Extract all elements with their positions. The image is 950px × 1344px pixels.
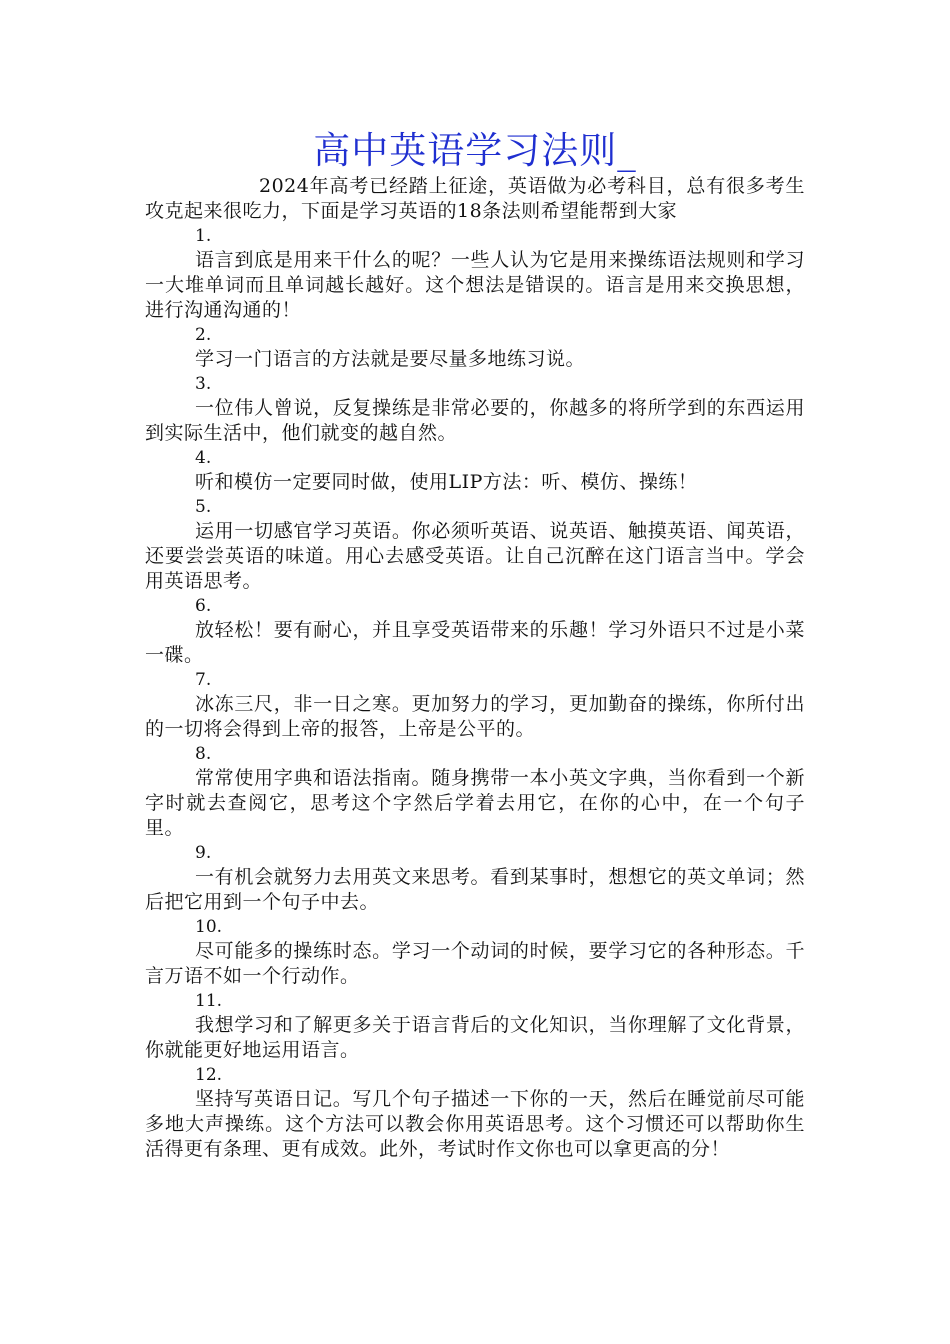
rule-number: 2. xyxy=(195,325,212,345)
rule-text: 我想学习和了解更多关于语言背后的文化知识，当你理解了文化背景，你就能更好地运用语言。 xyxy=(145,1014,805,1061)
rule-number: 9. xyxy=(195,843,212,863)
rules-list xyxy=(145,224,805,1162)
rule-text: 放轻松！要有耐心，并且享受英语带来的乐趣！学习外语只不过是小菜一碟。 xyxy=(145,619,805,666)
rule-text: 学习一门语言的方法就是要尽量多地练习说。 xyxy=(195,348,586,370)
rule-number: 1. xyxy=(195,226,212,246)
rule-number: 8. xyxy=(195,744,212,764)
rule-number: 3. xyxy=(195,374,212,394)
rule-text: 听和模仿一定要同时做，使用LIP方法：听、模仿、操练！ xyxy=(195,471,698,493)
rule-text: 尽可能多的操练时态。学习一个动词的时候，要学习它的各种形态。千言万语不如一个行动作。 xyxy=(145,940,805,987)
rule-text: 冰冻三尺，非一日之寒。更加努力的学习，更加勤奋的操练，你所付出的一切将会得到上帝的报答，上帝是公平的。 xyxy=(145,693,805,740)
document-page xyxy=(145,128,805,1162)
rule-number: 11. xyxy=(195,991,223,1011)
rule-number: 4. xyxy=(195,448,212,468)
rule-text: 坚持写英语日记。写几个句子描述一下你的一天，然后在睡觉前尽可能多地大声操练。这个方法可以教会你用英语思考。这个习惯还可以帮助你生活得更有条理、更有成效。此外，考试时作文你也可以拿更高的分！ xyxy=(145,1088,805,1160)
document-title: 高中英语学习法则_ xyxy=(313,129,637,172)
intro-paragraph: 2024年高考已经踏上征途，英语做为必考科目，总有很多考生攻克起来很吃力，下面是学习英语的18条法则希望能帮到大家 xyxy=(145,175,805,222)
rule-number: 12. xyxy=(195,1065,223,1085)
rule-number: 6. xyxy=(195,596,212,616)
rule-text: 一位伟人曾说，反复操练是非常必要的，你越多的将所学到的东西运用到实际生活中，他们就变的越自然。 xyxy=(145,397,805,444)
rule-text: 一有机会就努力去用英文来思考。看到某事时，想想它的英文单词；然后把它用到一个句子中去。 xyxy=(145,866,805,913)
rule-number: 7. xyxy=(195,670,212,690)
rule-number: 5. xyxy=(195,497,212,517)
rule-text: 语言到底是用来干什么的呢？一些人认为它是用来操练语法规则和学习一大堆单词而且单词越长越好。这个想法是错误的。语言是用来交换思想，进行沟通沟通的！ xyxy=(145,249,805,321)
rule-text: 运用一切感官学习英语。你必须听英语、说英语、触摸英语、闻英语，还要尝尝英语的味道。用心去感受英语。让自己沉醉在这门语言当中。学会用英语思考。 xyxy=(145,520,805,592)
rule-text: 常常使用字典和语法指南。随身携带一本小英文字典，当你看到一个新字时就去查阅它，思考这个字然后学着去用它，在你的心中，在一个句子里。 xyxy=(145,767,805,839)
rule-number: 10. xyxy=(195,917,223,937)
